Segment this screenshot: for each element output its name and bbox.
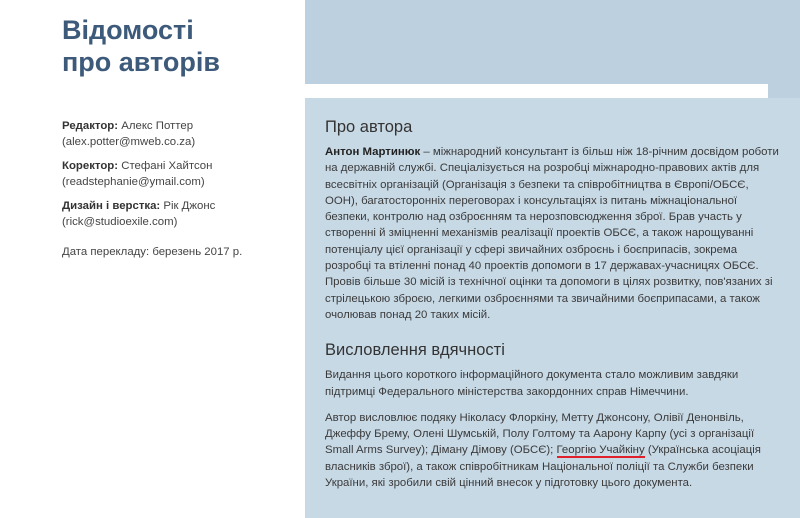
thanks-paragraph-1: Видання цього короткого інформаційного документа стало можливим завдяки підтримці Федерального міністерства закордонних справ Німеччини. [325, 369, 739, 398]
credits-block [62, 118, 297, 268]
white-divider-strip [305, 84, 768, 98]
about-heading: Про автора [325, 118, 413, 136]
design-label: Дизайн і верстка: [62, 200, 161, 212]
thanks-text-before: Автор висловлює подяку Ніколасу Флоркіну, Метту Джонсону, Олівії Денонвіль, Джеффу Брему, Олені Шумській, Полу Голтому та Аарону Карпу (усі з організації Small Arms Survey); Діману Дімову (ОБСЄ); [325, 411, 755, 457]
proofreader-name: Стефані Хайтсон [121, 160, 213, 172]
content-panel [305, 98, 800, 518]
translation-date: Дата перекладу: березень 2017 р. [62, 246, 243, 258]
thanks-heading: Висловлення вдячності [325, 341, 505, 360]
about-text: – міжнародний консультант із більш ніж 18-річним досвідом роботи на державній службі. Спеціалізується на розробці міжнародно-правових актів для всесвітніх організацій (Організація з безпеки та співробітництва в Європі/ОБСЄ, ООН), багатосторонніх переговорах і консультаціях із питань міжнаціональної безпеки, контролю над озброєнням та нерозповсюдження зброї. Брав участь у створенні й зміцненні механізмів реалізації проектів ОБСЄ, а також нарощуванні потенціалу цієї організації у сфері звичайних озброєнь і боєприпасів, зокрема розробці та втіленні понад 40 проектів допомоги в 17 державах-учасницях ОБСЄ. Провів більше 30 місій із технічної оцінки та допомоги в цілях розвитку, пов'язаних зі стрілецькою зброєю, легкими озброєннями та звичайними боєприпасами, а також очолював понад 20 таких місій. [325, 146, 779, 321]
title-line-2: про авторів [62, 47, 221, 77]
editor-name: Алекс Поттер [121, 120, 194, 132]
credit-editor [62, 118, 297, 150]
author-name: Антон Мартинюк [325, 146, 421, 158]
content-panel-inner [325, 116, 779, 501]
editor-label: Редактор: [62, 120, 119, 132]
design-email: (rick@studioexile.com) [62, 216, 178, 228]
editor-email: (alex.potter@mweb.co.za) [62, 136, 196, 148]
proofreader-email: (readstephanie@ymail.com) [62, 176, 205, 188]
highlighted-name: Георгію Учайкіну [556, 444, 645, 457]
proofreader-label: Коректор: [62, 160, 119, 172]
left-column [0, 0, 305, 518]
top-color-band [305, 0, 800, 84]
about-paragraph [325, 144, 779, 323]
page-title [62, 14, 220, 78]
credit-proofreader [62, 158, 297, 190]
divider-strip-edge [768, 84, 800, 98]
design-name: Рік Джонс [163, 200, 216, 212]
thanks-paragraph-2 [325, 410, 779, 491]
title-line-1: Відомості [62, 15, 194, 45]
credit-design [62, 198, 297, 230]
thanks-text-after: (Українська асоціація власників зброї), а також співробітникам Національної поліції та Служби безпеки України, які зробили свій цінний внесок у підготовку цього документа. [325, 444, 761, 490]
